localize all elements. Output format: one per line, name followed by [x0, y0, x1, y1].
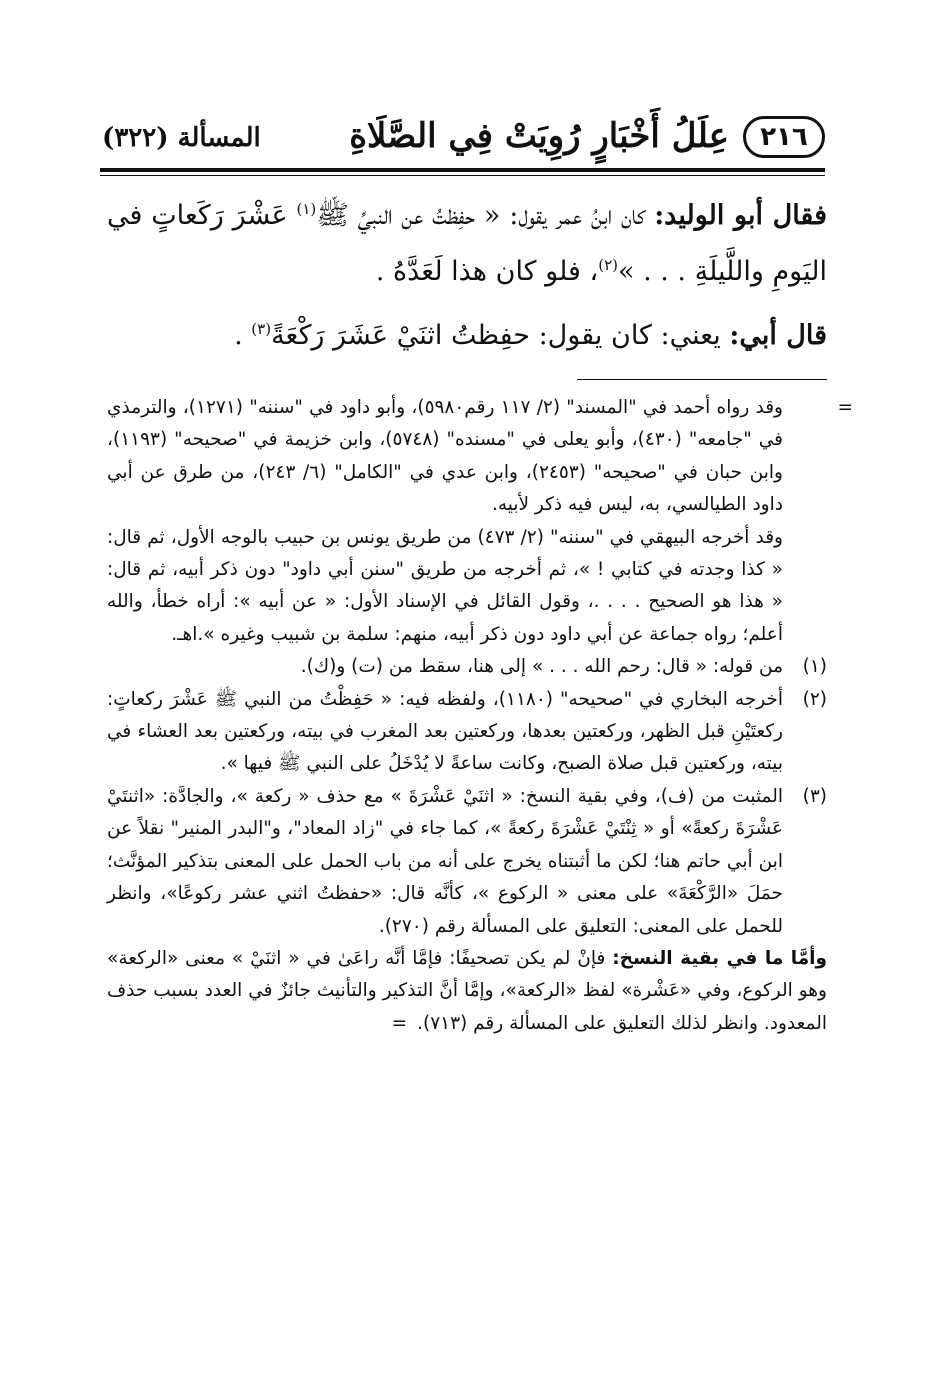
footnote-3-text: المثبت من (ف)، وفي بقية النسخ: « اثنَيْ عَشْرَةَ » مع حذف « ركعة »، والجادَّة: «اثنتَيْ عَشْرَةَ ركعةً» أو « ثِنْتَيْ عَشْرَةَ ركعةً »، كما جاء في "زاد المعاد"، و"البدر المنير" نقلاً عن ابن أبي حاتم هنا؛ لكن ما أثبتناه يخرج على أنه من باب الحمل على المعنى بتذكير المؤنَّث؛ حمَلَ «الرَّكْعَةَ» على معنى « الركوع »، كأنَّه قال: «حفظتُ اثني عشر ركوعًا»، وانظر للحمل على المعنى: التعليق على المسألة رقم (٢٧٠). — [107, 785, 783, 937]
footnote-separator — [577, 379, 827, 380]
footnote-3-lead: وأمَّا ما في بقية النسخ: — [612, 947, 827, 969]
footnote-ref-1: (١) — [296, 200, 317, 218]
quote-tail: ، فلو كان هذا لَعَدَّهُ . — [375, 256, 599, 287]
main-paragraph-2 — [107, 308, 827, 364]
continuation-marker: = — [837, 397, 853, 418]
book-title: عِلَلُ أَخْبَارٍ رُوِيَتْ فِي الصَّلَاةِ — [349, 116, 729, 156]
header-rule-thin — [100, 175, 825, 176]
header-rule — [100, 168, 825, 172]
footnote-1-marker: (١) — [802, 656, 827, 678]
footnote-3 — [107, 781, 827, 943]
continues-marker: = — [391, 1012, 408, 1034]
main-text — [107, 188, 827, 364]
footnote-continuation-text-1: وقد رواه أحمد في "المسند" (٢/ ١١٧ رقم٥٩٨٠)، وأبو داود في "سننه" (١٢٧١)، والترمذي في "جامعه" (٤٣٠)، وأبو يعلى في "مسنده" (٥٧٤٨)، وابن خزيمة في "صحيحه" (١١٩٣)، وابن حبان في "صحيحه" (٢٤٥٣)، وابن عدي في "الكامل" (٦/ ٢٤٣)، من طرق عن أبي داود الطيالسي، به، ليس فيه ذكر لأبيه. — [107, 397, 783, 516]
speaker-abu-al-walid: فقال أبو الوليد: — [654, 200, 827, 231]
footnote-continuation — [107, 392, 853, 651]
footnotes — [107, 392, 853, 1040]
footnote-1 — [107, 651, 827, 683]
footnote-3-continued — [107, 943, 827, 1040]
footnote-3-continued-text: فإنْ لم يكن تصحيفًا: فإمَّا أنَّه راعَىٰ في « اثنَيْ » معنى «الركعة» وهو الركوع، وفي «عَشْرة» لفظ «الركعة»، وإمَّا أنَّ التذكير والتأنيث جائزٌ في العدد بسبب حذف المعدود. وانظر لذلك التعليق على المسألة رقم (٧١٣). — [107, 947, 827, 1034]
speaker-abi: قال أبي: — [729, 320, 827, 351]
quote-tail-2: . — [234, 320, 252, 351]
footnote-1-text: من قوله: « قال: رحم الله . . . » إلى هنا، سقط من (ت) و(ك). — [300, 656, 783, 678]
footnote-ref-3: (٣) — [251, 320, 272, 338]
page-number: ٢١٦ — [743, 116, 825, 158]
issue-number: المسألة (٣٢٢) — [102, 123, 261, 153]
quote-text-2: يعني: كان يقول: حفِظتُ اثنَيْ عَشَرَ رَكْعَةً — [271, 320, 730, 351]
page-header — [100, 110, 825, 168]
footnote-ref-2: (٢) — [598, 256, 618, 274]
footnote-continuation-text-2: وقد أخرجه البيهقي في "سننه" (٢/ ٤٧٣) من طريق يونس بن حبيب بالوجه الأول، ثم قال: « كذا وجدته في كتابي ! »، ثم أخرجه من طريق "سنن أبي داود" دون ذكر أبيه، ثم قال: « هذا هو الصحيح . . . .، وقول القائل في الإسناد الأول: « عن أبيه »: أراه خطأ، والله أعلم؛ رواه جماعة عن أبي داود دون ذكر أبيه، منهم: سلمة بن شبيب وغيره ».اهـ. — [107, 526, 783, 645]
main-paragraph-1 — [107, 188, 827, 300]
footnote-2-text: أخرجه البخاري في "صحيحه" (١١٨٠)، ولفظه فيه: « حَفِظْتُ من النبي ﷺ عَشْرَ ركعاتٍ: ركعتَيْنِ قبل الظهر، وركعتين بعدها، وركعتين بعد المغرب في بيته، وركعتين بعد العشاء في بيته، وركعتين قبل صلاة الصبح، وكانت ساعةً لا يُدْخَلُ على النبي ﷺ فيها ». — [107, 688, 784, 775]
footnote-2 — [107, 684, 827, 781]
quote-text: كان ابنُ عمر يقول: « حفِظتُ عن النبيِّ ﷺ — [316, 200, 655, 231]
footnote-3-marker: (٣) — [802, 785, 827, 807]
footnote-2-marker: (٢) — [802, 688, 827, 710]
quote-text-cont: عَشْرَ رَكَعاتٍ في اليَومِ واللَّيلَةِ . . . » — [107, 200, 827, 287]
